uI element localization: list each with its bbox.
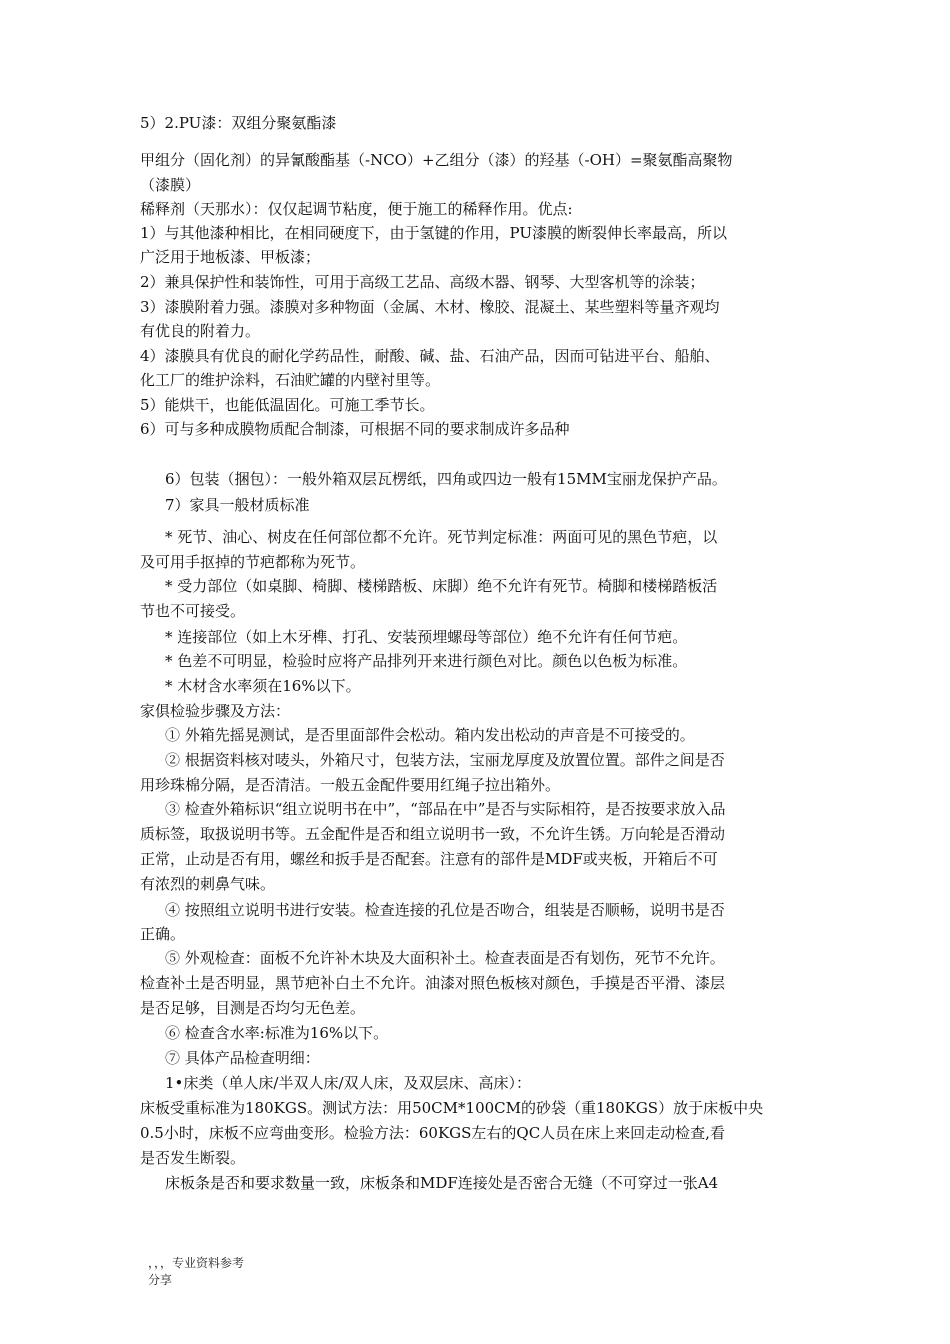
inspection-step: 是否发生断裂。: [140, 1149, 246, 1167]
inspection-step: 质标签，取扱说明书等。五金配件是否和组立说明书一致，不允许生锈。万向轮是否滑动: [140, 825, 726, 843]
material-item: * 连接部位（如上木牙榫、打孔、安装预埋螺母等部位）绝不允许有任何节疤。: [165, 628, 688, 646]
inspection-step: 是否足够，目测是否均匀无色差。: [140, 999, 366, 1017]
material-item: 节也不可接受。: [140, 602, 246, 620]
paragraph-line: 稀释剂（天那水）：仅仅起调节粘度，便于施工的稀释作用。优点:: [140, 200, 573, 218]
paragraph-line: 甲组分（固化剂）的异氰酸酯基（-NCO）+乙组分（漆）的羟基（-OH）=聚氨酯高聚物: [140, 151, 733, 169]
paragraph-line: 4）漆膜具有优良的耐化学药品性，耐酸、碱、盐、石油产品，因而可钻进平台、船舶、: [140, 347, 720, 365]
packaging-line: 6）包装（捆包）：一般外箱双层瓦楞纸，四角或四边一般有15MM宝丽龙保护产品。: [165, 470, 727, 488]
inspection-step: ④ 按照组立说明书进行安装。检查连接的孔位是否吻合，组装是否顺畅，说明书是否: [165, 901, 725, 919]
paragraph-line: 5）能烘干，也能低温固化。可施工季节长。: [140, 396, 435, 414]
inspection-step: 床板受重标准为180KGS。测试方法：用50CM*100CM的砂袋（重180KGS）放于床板中央: [140, 1099, 764, 1117]
paragraph-line: 有优良的附着力。: [140, 322, 261, 340]
pu-heading: 5）2.PU漆：双组分聚氨酯漆: [140, 114, 337, 132]
paragraph-line: 2）兼具保护性和装饰性，可用于高级工艺品、高级木器、钢琴、大型客机等的涂装；: [140, 273, 705, 291]
paragraph-line: 化工厂的维护涂料，石油贮罐的内壁衬里等。: [140, 371, 441, 389]
inspection-step: ⑦ 具体产品检查明细：: [165, 1049, 320, 1067]
inspection-step: 用珍珠棉分隔，是否清洁。一般五金配件要用红绳子拉出箱外。: [140, 776, 561, 794]
paragraph-line: 1）与其他漆种相比，在相同硬度下，由于氢键的作用，PU漆膜的断裂伸长率最高，所以: [140, 224, 728, 242]
footer-reference: ，，，专业资料参考: [148, 1256, 245, 1270]
footer-share: 分享: [148, 1273, 173, 1287]
inspection-step: 有浓烈的刺鼻气味。: [140, 875, 276, 893]
material-item: * 死节、油心、树皮在任何部位都不允许。死节判定标准：两面可见的黑色节疤，以: [165, 528, 718, 546]
inspection-title: 家俱检验步骤及方法：: [140, 702, 291, 720]
inspection-step: 0.5小时，床板不应弯曲变形。检验方法：60KGS左右的QC人员在床上来回走动检查,看: [140, 1124, 725, 1142]
material-item: * 受力部位（如桌脚、椅脚、楼梯踏板、床脚）绝不允许有死节。椅脚和楼梯踏板活: [165, 577, 718, 595]
inspection-step: ③ 检查外箱标识“组立说明书在中”，“部品在中”是否与实际相符，是否按要求放入品: [165, 800, 726, 818]
material-title: 7）家具一般材质标准: [165, 496, 310, 514]
inspection-step: ② 根据资料核对唛头，外箱尺寸，包装方法，宝丽龙厚度及放置位置。部件之间是否: [165, 751, 725, 769]
inspection-step: ① 外箱先摇晃测试，是否里面部件会松动。箱内发出松动的声音是不可接受的。: [165, 726, 695, 744]
inspection-step: 检查补土是否明显，黑节疤补白土不允许。油漆对照色板核对颜色，手摸是否平滑、漆层: [140, 974, 726, 992]
paragraph-line: 广泛用于地板漆、甲板漆；: [140, 248, 321, 266]
inspection-step: 正常，止动是否有用，螺丝和扳手是否配套。注意有的部件是MDF或夹板，开箱后不可: [140, 850, 718, 868]
inspection-step: ⑥ 检查含水率:标准为16%以下。: [165, 1024, 389, 1042]
paragraph-line: （漆膜）: [140, 176, 201, 194]
paragraph-line: 3）漆膜附着力强。漆膜对多种物面（金属、木材、橡胶、混凝土、某些塑料等量齐观均: [140, 298, 720, 316]
material-item: * 木材含水率须在16%以下。: [165, 677, 361, 695]
inspection-step: 1•床类（单人床/半双人床/双人床，及双层床、高床）：: [165, 1074, 532, 1092]
inspection-step: 正确。: [140, 925, 186, 943]
inspection-step: ⑤ 外观检查：面板不允许补木块及大面积补土。检查表面是否有划伤，死节不允许。: [165, 949, 725, 967]
material-item: * 色差不可明显，检验时应将产品排列开来进行颜色对比。颜色以色板为标准。: [165, 652, 688, 670]
inspection-step: 床板条是否和要求数量一致，床板条和MDF连接处是否密合无缝（不可穿过一张A4: [165, 1174, 719, 1192]
paragraph-line: 6）可与多种成膜物质配合制漆，可根据不同的要求制成许多品种: [140, 420, 570, 438]
material-item: 及可用手抠掉的节疤都称为死节。: [140, 553, 366, 571]
